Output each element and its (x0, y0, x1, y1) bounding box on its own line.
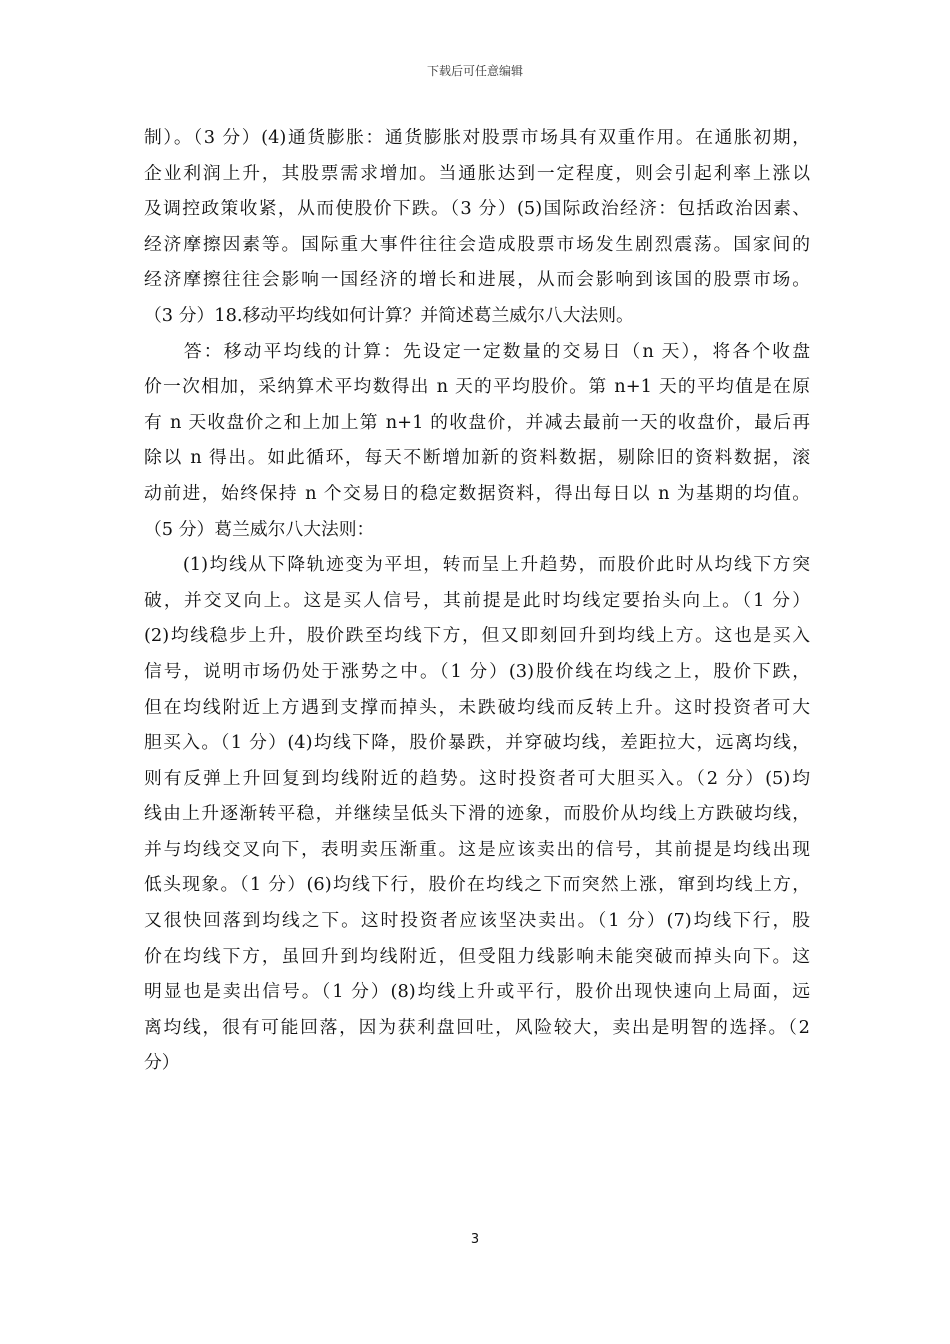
body-line: 动前进，始终保持 n 个交易日的稳定数据资料，得出每日以 n 为基期的均值。 (144, 482, 810, 504)
body-line: 经济摩擦因素等。国际重大事件往往会造成股票市场发生剧烈震荡。国家间的 (144, 233, 810, 255)
body-line: 除以 n 得出。如此循环，每天不断增加新的资料数据，剔除旧的资料数据，滚 (144, 447, 810, 469)
body-line: 并与均线交叉向下，表明卖压渐重。这是应该卖出的信号，其前提是均线出现 (144, 838, 810, 860)
body-line: 有 n 天收盘价之和上加上第 n+1 的收盘价，并减去最前一天的收盘价，最后再 (144, 411, 810, 433)
body-line: 胆买入。（1 分）(4)均线下降，股价暴跌，并穿破均线，差距拉大，远离均线， (144, 732, 810, 754)
body-line: 经济摩擦往往会影响一国经济的增长和进展，从而会影响到该国的股票市场。 (144, 269, 810, 291)
document-body (144, 120, 810, 1081)
body-line: (1)均线从下降轨迹变为平坦，转而呈上升趋势，而股价此时从均线下方突 (144, 554, 810, 576)
body-line: （3 分）18.移动平均线如何计算？并简述葛兰威尔八大法则。 (144, 304, 634, 326)
body-line: 线由上升逐渐转平稳，并继续呈低头下滑的迹象，而股价从均线上方跌破均线， (144, 803, 810, 825)
body-line: 答：移动平均线的计算：先设定一定数量的交易日（n 天），将各个收盘 (144, 340, 810, 362)
body-line: 分） (144, 1052, 180, 1074)
body-line: 价一次相加，采纳算术平均数得出 n 天的平均股价。第 n+1 天的平均值是在原 (144, 376, 810, 398)
page-number: 3 (470, 1232, 480, 1247)
body-line: 价在均线下方，虽回升到均线附近，但受阻力线影响未能突破而掉头向下。这 (144, 945, 810, 967)
body-line: 低头现象。（1 分）(6)均线下行，股价在均线之下而突然上涨，窜到均线上方， (144, 874, 810, 896)
body-line: 但在均线附近上方遇到支撑而掉头，未跌破均线而反转上升。这时投资者可大 (144, 696, 810, 718)
body-line: 制）。（3 分）(4)通货膨胀：通货膨胀对股票市场具有双重作用。在通胀初期， (144, 127, 810, 148)
body-line: 则有反弹上升回复到均线附近的趋势。这时投资者可大胆买入。（2 分）(5)均 (144, 767, 810, 789)
body-line: 信号，说明市场仍处于涨势之中。（1 分）(3)股价线在均线之上，股价下跌， (144, 660, 810, 682)
body-line: 及调控政策收紧，从而使股价下跌。（3 分）(5)国际政治经济：包括政治因素、 (144, 198, 810, 220)
body-line: (2)均线稳步上升，股价跌至均线下方，但又即刻回升到均线上方。这也是买入 (144, 625, 810, 647)
body-line: 又很快回落到均线之下。这时投资者应该坚决卖出。（1 分）(7)均线下行，股 (144, 910, 810, 932)
body-line: 破，并交叉向上。这是买人信号，其前提是此时均线定要抬头向上。（1 分） (144, 589, 810, 611)
body-line: 企业利润上升，其股票需求增加。当通胀达到一定程度，则会引起利率上涨以 (144, 162, 810, 184)
body-line: 明显也是卖出信号。（1 分）(8)均线上升或平行，股价出现快速向上局面，远 (144, 981, 810, 1003)
page-header: 下载后可任意编辑 (426, 64, 523, 78)
body-line: （5 分）葛兰威尔八大法则： (144, 518, 375, 540)
body-line: 离均线，很有可能回落，因为获利盘回吐，风险较大，卖出是明智的选择。（2 (144, 1016, 810, 1038)
